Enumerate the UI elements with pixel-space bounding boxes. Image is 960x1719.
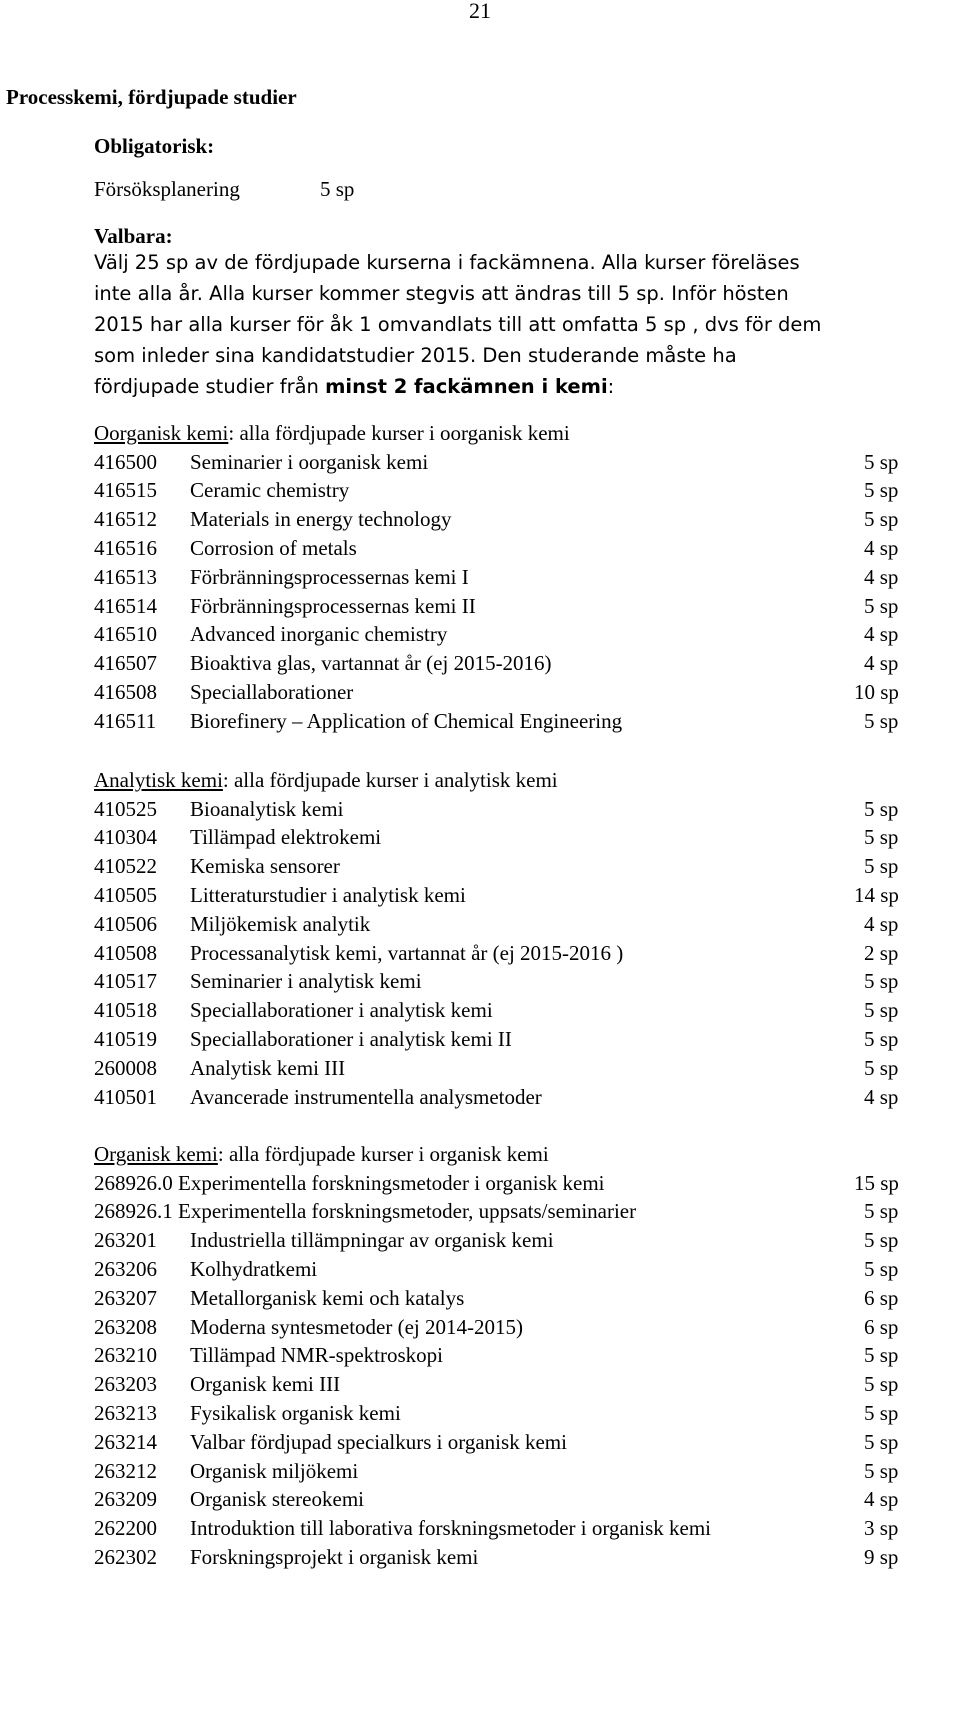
section-subject: Analytisk kemi xyxy=(94,768,223,792)
elective-label: Valbara: xyxy=(94,224,173,248)
course-credit: 5 sp xyxy=(864,1256,899,1281)
course-row xyxy=(94,506,944,536)
course-row xyxy=(94,564,944,594)
course-row xyxy=(94,1371,944,1401)
course-code: 410525 xyxy=(94,796,157,821)
course-row xyxy=(94,1458,944,1488)
course-code: 263203 xyxy=(94,1372,157,1397)
course-name: Fysikalisk organisk kemi xyxy=(190,1400,401,1425)
course-row xyxy=(94,477,944,507)
course-row xyxy=(94,940,944,970)
elective-text-line-5 xyxy=(94,371,954,402)
course-name: Seminarier i oorganisk kemi xyxy=(190,449,429,474)
course-code: 410522 xyxy=(94,854,157,879)
course-code: 416513 xyxy=(94,564,157,589)
course-code: 416516 xyxy=(94,535,157,560)
course-credit: 5 sp xyxy=(864,969,899,994)
obligatory-course xyxy=(94,176,355,202)
course-credit: 4 sp xyxy=(864,1487,899,1512)
course-name: Tillämpad elektrokemi xyxy=(190,825,382,850)
course-code: 263213 xyxy=(94,1400,157,1425)
course-code: 410505 xyxy=(94,882,157,907)
course-code: 263206 xyxy=(94,1256,157,1281)
course-row xyxy=(94,1256,944,1286)
page-title: Processkemi, fördjupade studier xyxy=(6,85,297,109)
course-name: Valbar fördjupad specialkurs i organisk kemi xyxy=(190,1429,567,1454)
course-credit: 5 sp xyxy=(864,507,899,532)
elective-text-line-3: 2015 har alla kurser för åk 1 omvandlats till att omfatta 5 sp , dvs för dem xyxy=(94,313,822,336)
obligatory-course-name: Försöksplanering xyxy=(94,177,240,201)
course-name: Forskningsprojekt i organisk kemi xyxy=(190,1544,479,1569)
course-name: Litteraturstudier i analytisk kemi xyxy=(190,882,466,907)
section-title xyxy=(94,420,570,446)
course-name: Organisk miljökemi xyxy=(190,1458,359,1483)
course-credit: 5 sp xyxy=(864,796,899,821)
course-name: Speciallaborationer i analytisk kemi II xyxy=(190,1026,512,1051)
course-credit: 5 sp xyxy=(864,449,899,474)
course-row xyxy=(94,1515,944,1545)
course-credit: 5 sp xyxy=(864,1372,899,1397)
course-credit: 4 sp xyxy=(864,911,899,936)
obligatory-label: Obligatorisk: xyxy=(94,134,215,158)
course-name: Speciallaborationer xyxy=(190,679,354,704)
course-code: 416511 xyxy=(94,708,157,733)
course-code: 416500 xyxy=(94,449,157,474)
course-code: 410508 xyxy=(94,940,157,965)
course-name: Biorefinery – Application of Chemical Engineering xyxy=(190,708,623,733)
course-credit: 5 sp xyxy=(864,998,899,1023)
section-subject: Organisk kemi xyxy=(94,1142,218,1166)
course-code: 410518 xyxy=(94,998,157,1023)
course-name: Corrosion of metals xyxy=(190,535,357,560)
section-description: : alla fördjupade kurser i oorganisk kemi xyxy=(228,421,570,445)
course-row xyxy=(94,593,944,623)
course-row xyxy=(94,997,944,1027)
elective-text-line-4-start: som inleder sina kandidatstudier 2015. xyxy=(94,344,477,367)
course-code: 263209 xyxy=(94,1487,157,1512)
course-name: Speciallaborationer i analytisk kemi xyxy=(190,998,493,1023)
course-credit: 5 sp xyxy=(864,1026,899,1051)
course-credit: 5 sp xyxy=(864,854,899,879)
course-name: Miljökemisk analytik xyxy=(190,911,371,936)
course-row xyxy=(94,882,944,912)
course-code: 410501 xyxy=(94,1084,157,1109)
course-name: Organisk stereokemi xyxy=(190,1487,364,1512)
course-row xyxy=(94,1285,944,1315)
course-row xyxy=(94,1544,944,1574)
course-credit: 15 sp xyxy=(854,1170,899,1195)
course-credit: 5 sp xyxy=(864,593,899,618)
course-credit: 4 sp xyxy=(864,535,899,560)
course-row xyxy=(94,1198,944,1228)
course-name: Bioanalytisk kemi xyxy=(190,796,344,821)
section-title xyxy=(94,767,558,793)
elective-requirement: minst 2 fackämnen i kemi xyxy=(325,375,608,398)
course-code: 262302 xyxy=(94,1544,157,1569)
course-code: 263201 xyxy=(94,1228,157,1253)
course-credit: 5 sp xyxy=(864,1458,899,1483)
course-name: Advanced inorganic chemistry xyxy=(190,622,448,647)
course-code: 416515 xyxy=(94,478,157,503)
course-row xyxy=(94,1055,944,1085)
course-row xyxy=(94,650,944,680)
section-description: : alla fördjupade kurser i organisk kemi xyxy=(217,1142,549,1166)
course-credit: 3 sp xyxy=(864,1516,899,1541)
course-code: 410517 xyxy=(94,969,157,994)
course-row xyxy=(94,1429,944,1459)
course-name: Organisk kemi III xyxy=(190,1372,341,1397)
course-credit: 5 sp xyxy=(864,1199,899,1224)
course-credit: 9 sp xyxy=(864,1544,899,1569)
course-name: Processanalytisk kemi, vartannat år (ej 2015-2016 ) xyxy=(190,940,624,965)
course-credit: 2 sp xyxy=(864,940,899,965)
course-name: Seminarier i analytisk kemi xyxy=(190,969,422,994)
course-name: Avancerade instrumentella analysmetoder xyxy=(190,1084,542,1109)
course-name: 268926.1 Experimentella forskningsmetoder, uppsats/seminarier xyxy=(94,1199,637,1224)
course-code: 410506 xyxy=(94,911,157,936)
section-subject: Oorganisk kemi xyxy=(94,421,229,445)
course-name: Bioaktiva glas, vartannat år (ej 2015-2016) xyxy=(190,651,552,676)
course-code: 416507 xyxy=(94,651,157,676)
elective-text-line-2: inte alla år. Alla kurser kommer stegvis att ändras till 5 sp. Inför hösten xyxy=(94,282,789,305)
course-name: Kolhydratkemi xyxy=(190,1256,318,1281)
course-credit: 5 sp xyxy=(864,478,899,503)
course-name: Kemiska sensorer xyxy=(190,854,340,879)
obligatory-course-credit: 5 sp xyxy=(320,177,355,201)
course-credit: 4 sp xyxy=(864,622,899,647)
course-row xyxy=(94,1227,944,1257)
course-credit: 4 sp xyxy=(864,1084,899,1109)
course-name: 268926.0 Experimentella forskningsmetoder i organisk kemi xyxy=(94,1170,605,1195)
course-row xyxy=(94,1026,944,1056)
course-row xyxy=(94,621,944,651)
course-code: 263214 xyxy=(94,1429,157,1454)
course-name: Förbränningsprocessernas kemi I xyxy=(190,564,469,589)
course-name: Metallorganisk kemi och katalys xyxy=(190,1285,465,1310)
course-code: 416512 xyxy=(94,507,157,532)
course-name: Moderna syntesmetoder (ej 2014-2015) xyxy=(190,1314,523,1339)
course-name: Tillämpad NMR-spektroskopi xyxy=(190,1343,443,1368)
course-name: Industriella tillämpningar av organisk kemi xyxy=(190,1228,554,1253)
section-title xyxy=(94,1141,549,1167)
course-credit: 6 sp xyxy=(864,1314,899,1339)
page-number: 21 xyxy=(469,0,491,23)
course-row xyxy=(94,968,944,998)
course-code: 263210 xyxy=(94,1343,157,1368)
course-row xyxy=(94,535,944,565)
course-code: 410304 xyxy=(94,825,157,850)
course-code: 416510 xyxy=(94,622,157,647)
course-name: Ceramic chemistry xyxy=(190,478,350,503)
course-credit: 4 sp xyxy=(864,651,899,676)
course-row xyxy=(94,796,944,826)
course-code: 416508 xyxy=(94,679,157,704)
elective-text-line-5-end: : xyxy=(607,375,615,398)
course-row xyxy=(94,708,944,738)
course-credit: 5 sp xyxy=(864,1400,899,1425)
course-credit: 5 sp xyxy=(864,1429,899,1454)
elective-text-line-5-start: fördjupade studier från xyxy=(94,375,326,398)
section-description: : alla fördjupade kurser i analytisk kemi xyxy=(222,768,558,792)
course-credit: 14 sp xyxy=(854,882,899,907)
course-code: 263207 xyxy=(94,1285,157,1310)
elective-text-line-4 xyxy=(94,340,954,371)
course-credit: 5 sp xyxy=(864,1055,899,1080)
course-code: 260008 xyxy=(94,1055,157,1080)
course-name: Materials in energy technology xyxy=(190,507,452,532)
course-credit: 5 sp xyxy=(864,825,899,850)
course-name: Introduktion till laborativa forskningsmetoder i organisk kemi xyxy=(190,1516,712,1541)
course-row xyxy=(94,1486,944,1516)
course-code: 262200 xyxy=(94,1516,157,1541)
course-code: 410519 xyxy=(94,1026,157,1051)
course-credit: 4 sp xyxy=(864,564,899,589)
course-credit: 10 sp xyxy=(854,679,899,704)
course-code: 263208 xyxy=(94,1314,157,1339)
course-row xyxy=(94,1170,944,1200)
elective-text-line-1: Välj 25 sp av de fördjupade kurserna i fackämnena. Alla kurser föreläses xyxy=(94,251,800,274)
course-row xyxy=(94,824,944,854)
course-code: 416514 xyxy=(94,593,157,618)
course-name: Förbränningsprocessernas kemi II xyxy=(190,593,476,618)
course-row xyxy=(94,449,944,479)
elective-text-line-4-end: Den studerande måste ha xyxy=(476,344,737,367)
course-row xyxy=(94,911,944,941)
course-credit: 6 sp xyxy=(864,1285,899,1310)
course-row xyxy=(94,1342,944,1372)
course-row xyxy=(94,1400,944,1430)
course-row xyxy=(94,853,944,883)
course-code: 263212 xyxy=(94,1458,157,1483)
course-row xyxy=(94,1314,944,1344)
course-credit: 5 sp xyxy=(864,708,899,733)
course-credit: 5 sp xyxy=(864,1228,899,1253)
course-name: Analytisk kemi III xyxy=(190,1055,346,1080)
course-credit: 5 sp xyxy=(864,1343,899,1368)
course-row xyxy=(94,1084,944,1114)
course-row xyxy=(94,679,944,709)
